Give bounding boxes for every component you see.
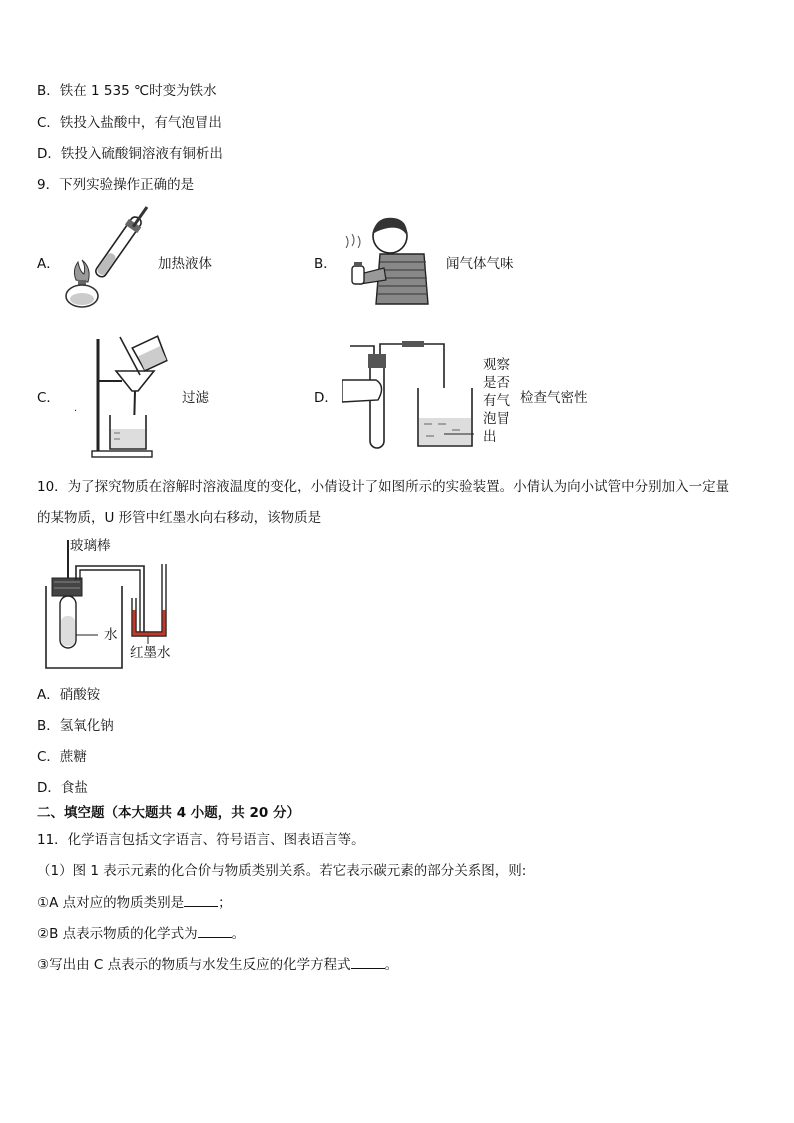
q11-item2 [37,927,245,942]
q11-item2-text: ②B 点表示物质的化学式为 [37,926,198,942]
fig-label-water: 水 [104,627,118,643]
q11-stem: 11．化学语言包括文字语言、符号语言、图表语言等。 [37,832,365,848]
q10-option-c: C．蔗糖 [37,749,87,765]
q10-stem-line1: 10．为了探究物质在溶解时溶液温度的变化，小倩设计了如图所示的实验装置。小倩认为向小试管中分别加入一定量 [37,479,730,495]
annot-line: 泡冒 [483,411,510,427]
q11-item1 [37,896,232,911]
q10-option-a: A．硝酸铵 [37,687,101,703]
smell-gas-figure [340,208,432,310]
q8-option-b: B．铁在 1 535 ℃时变为铁水 [37,83,217,99]
q10-stem-line2: 的某物质，U 形管中红墨水向右移动，该物质是 [37,510,322,526]
q9-option-d-label: 检查气密性 [520,390,588,406]
q9-option-d-letter: D． [314,390,338,406]
q10-option-d: D．食盐 [37,780,88,796]
stray-dot: . [74,403,78,414]
answer-blank[interactable] [184,896,218,907]
answer-blank[interactable] [351,958,385,969]
q10-option-b: B．氢氧化钠 [37,718,114,734]
annot-line: 观察 [483,357,510,373]
q9-option-b-label: 闻气体气味 [446,256,514,272]
fig-label-glass-rod: 玻璃棒 [70,538,111,554]
q11-item3 [37,958,398,973]
section-heading-fill-blank: 二、填空题（本大题共 4 小题，共 20 分） [37,805,300,821]
q11-sub1: （1）图 1 表示元素的化合价与物质类别关系。若它表示碳元素的部分关系图，则: [37,863,527,879]
q11-item1-text: ①A 点对应的物质类别是 [37,895,185,911]
q9-option-a-label: 加热液体 [158,256,212,272]
q9-d-annotation [483,356,517,446]
q11-item3-end: 。 [384,957,399,973]
annot-line: 出 [483,429,497,445]
q9-option-c-letter: C． [37,390,60,406]
filtration-figure [70,333,170,459]
annot-line: 有气 [483,393,510,409]
q9-option-c-label: 过滤 [182,390,209,406]
q11-item2-end: 。 [231,926,246,942]
q11-item1-end: ； [218,895,232,911]
q8-option-c: C．铁投入盐酸中，有气泡冒出 [37,115,222,131]
fig-label-red-ink: 红墨水 [130,645,171,661]
annot-line: 是否 [483,375,510,391]
heating-liquid-figure [62,202,154,314]
q8-option-d: D．铁投入硫酸铜溶液有铜析出 [37,146,223,162]
q11-item3-text: ③写出由 C 点表示的物质与水发生反应的化学方程式 [37,957,351,973]
answer-blank[interactable] [198,927,232,938]
q9-option-a-letter: A． [37,256,60,272]
q9-option-b-letter: B． [314,256,337,272]
airtightness-check-figure [342,340,478,454]
q9-stem: 9．下列实验操作正确的是 [37,177,195,193]
